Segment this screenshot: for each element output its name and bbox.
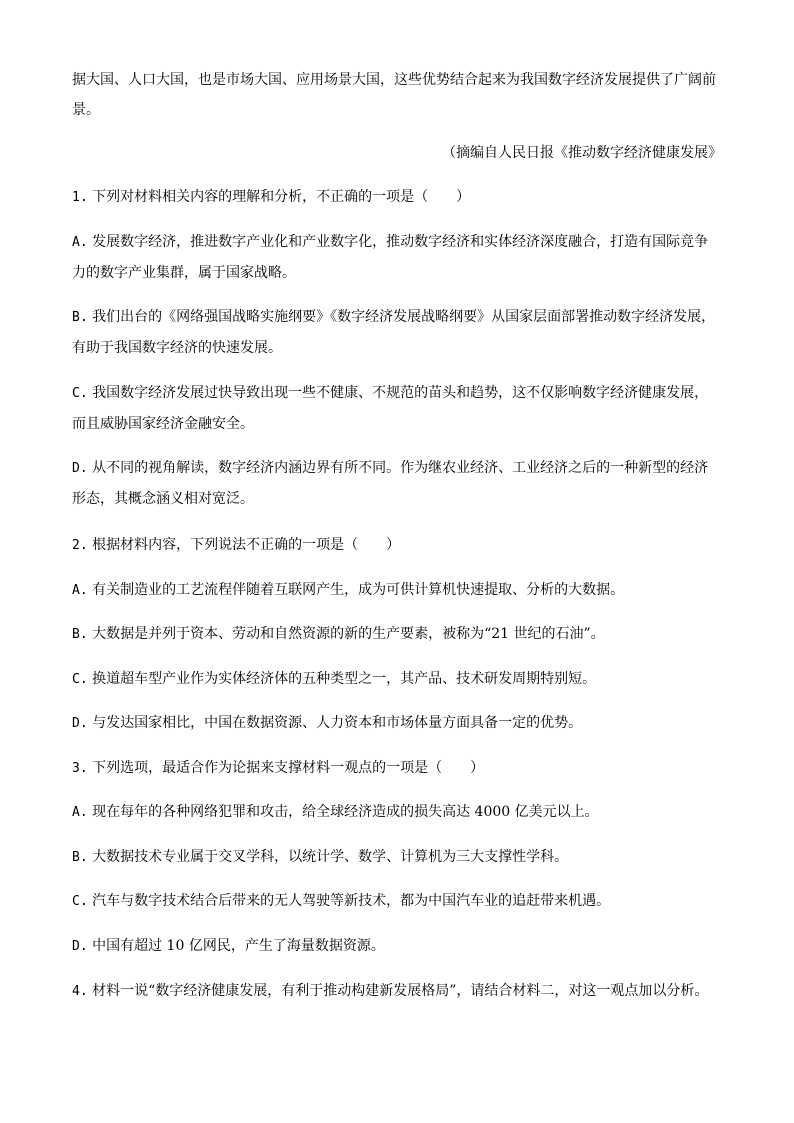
question-stem: 下列选项，最适合作为论据来支撑材料一观点的一项是（ ） — [92, 760, 485, 776]
question-stem: 下列对材料相关内容的理解和分析，不正确的一项是（ ） — [92, 189, 471, 205]
question-number: 2. — [72, 538, 88, 553]
option-text: 从不同的视角解读，数字经济内涵边界有所不同。作为继农业经济、工业经济之后的一种新型的经济形态，其概念涵义相对宽泛。 — [72, 460, 709, 507]
question-3-option-b — [72, 842, 722, 873]
option-text: 换道超车型产业作为实体经济体的五种类型之一，其产品、技术研发周期特别短。 — [92, 671, 597, 687]
source-citation: （摘编自人民日报《推动数字经济健康发展》 — [442, 145, 722, 161]
option-letter: D. — [72, 716, 88, 731]
question-3-option-d — [72, 931, 722, 962]
question-number: 4. — [72, 984, 88, 999]
question-2-option-a — [72, 575, 722, 606]
question-3 — [72, 753, 722, 784]
option-text: 现在每年的各种网络犯罪和攻击，给全球经济造成的损失高达 4000 亿美元以上。 — [92, 804, 599, 820]
question-number: 1. — [72, 190, 88, 205]
option-text: 中国有超过 10 亿网民，产生了海量数据资源。 — [92, 938, 385, 954]
option-text: 与发达国家相比，中国在数据资源、人力资本和市场体量方面具备一定的优势。 — [92, 715, 583, 731]
option-letter: D. — [72, 461, 88, 476]
option-text: 发展数字经济，推进数字产业化和产业数字化，推动数字经济和实体经济深度融合，打造有国际竞争力的数字产业集群，属于国家战略。 — [72, 234, 709, 281]
option-letter: C. — [72, 894, 88, 909]
option-letter: A. — [72, 583, 88, 598]
option-text: 我们出台的《网络强国战略实施纲要》《数字经济发展战略纲要》从国家层面部署推动数字经济发展，有助于我国数字经济的快速发展。 — [72, 309, 716, 356]
question-1 — [72, 182, 722, 213]
option-letter: B. — [72, 310, 88, 325]
option-letter: C. — [72, 386, 88, 401]
question-1-option-d — [72, 453, 722, 514]
question-stem: 材料一说“数字经济健康发展，有利于推动构建新发展格局”，请结合材料二，对这一观点加以分析。 — [92, 983, 709, 999]
option-text: 大数据是并列于资本、劳动和自然资源的新的生产要素，被称为“21 世纪的石油”。 — [92, 626, 605, 642]
option-letter: B. — [72, 850, 88, 865]
intro-paragraph: 据大国、人口大国，也是市场大国、应用场景大国，这些优势结合起来为我国数字经济发展提供了广阔前景。 — [72, 72, 716, 118]
question-1-option-b — [72, 302, 722, 363]
question-2-option-d — [72, 708, 722, 739]
question-2-option-c — [72, 664, 722, 695]
option-letter: C. — [72, 672, 88, 687]
option-letter: A. — [72, 805, 88, 820]
question-1-option-a — [72, 227, 722, 288]
option-letter: D. — [72, 939, 88, 954]
option-letter: A. — [72, 235, 88, 250]
question-number: 3. — [72, 761, 88, 776]
option-letter: B. — [72, 627, 88, 642]
option-text: 有关制造业的工艺流程伴随着互联网产生，成为可供计算机快速提取、分析的大数据。 — [92, 582, 625, 598]
question-stem: 根据材料内容，下列说法不正确的一项是（ ） — [92, 537, 401, 553]
question-3-option-c — [72, 886, 722, 917]
question-2-option-b — [72, 619, 722, 650]
option-text: 汽车与数字技术结合后带来的无人驾驶等新技术，都为中国汽车业的追赶带来机遇。 — [92, 893, 611, 909]
question-4 — [72, 976, 732, 1007]
question-2 — [72, 530, 722, 561]
question-3-option-a — [72, 797, 722, 828]
question-1-option-c — [72, 378, 722, 439]
option-text: 我国数字经济发展过快导致出现一些不健康、不规范的苗头和趋势，这不仅影响数字经济健康发展，而且威胁国家经济金融安全。 — [72, 385, 709, 432]
option-text: 大数据技术专业属于交叉学科，以统计学、数学、计算机为三大支撑性学科。 — [92, 849, 569, 865]
